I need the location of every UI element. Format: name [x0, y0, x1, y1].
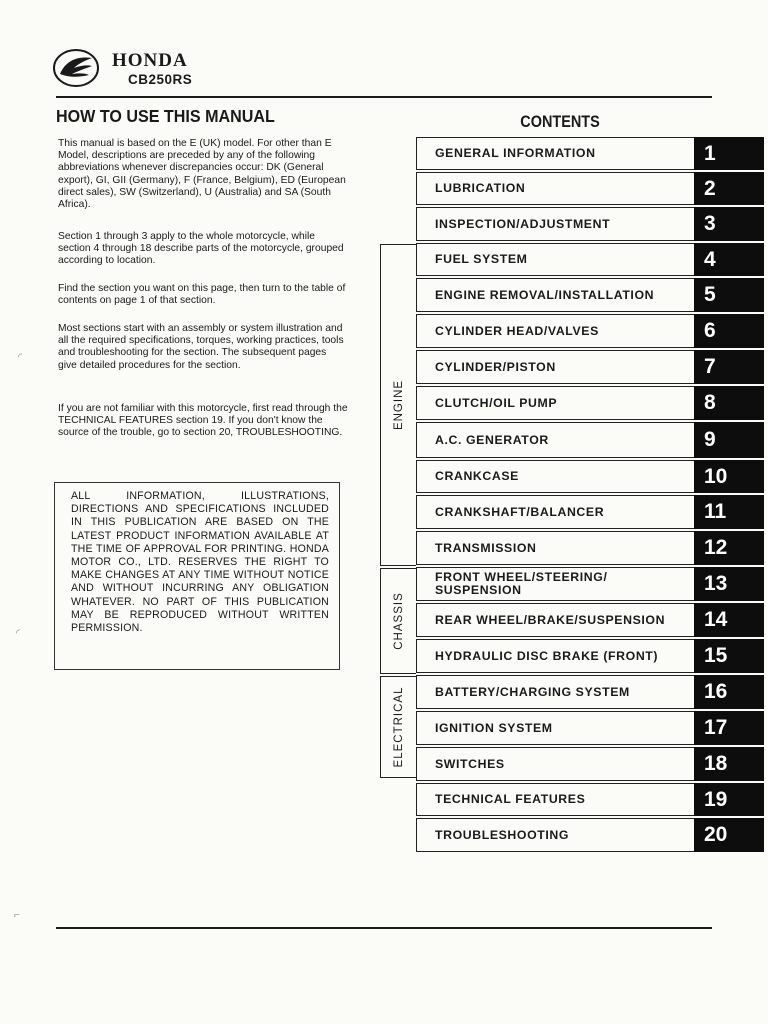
- contents-row: [416, 711, 694, 745]
- section-number-tab: [694, 137, 764, 170]
- punch-hole-mark: ◜: [16, 628, 20, 639]
- section-number: 18: [704, 752, 728, 775]
- section-label: SWITCHES: [435, 756, 505, 771]
- contents-row: [416, 460, 694, 493]
- section-number: 12: [704, 536, 728, 559]
- group-label-electrical: ELECTRICAL: [392, 686, 405, 768]
- section-number: 13: [704, 572, 728, 595]
- contents-row: [416, 172, 694, 205]
- section-number: 20: [704, 823, 728, 846]
- section-label: FUEL SYSTEM: [435, 252, 528, 266]
- section-label: TROUBLESHOOTING: [435, 827, 570, 842]
- section-label: CLUTCH/OIL PUMP: [435, 395, 558, 410]
- punch-hole-mark: ◜: [18, 352, 22, 363]
- section-number-tab: [694, 207, 764, 241]
- intro-paragraph-5: If you are not familiar with this motorcycle, first read through the TECHNICAL FEATURES section 19. If you don't know the source of the trouble, go to section 20, TROUBLESHOOTING.: [58, 403, 348, 439]
- contents-row: [416, 675, 694, 709]
- section-label: INSPECTION/ADJUSTMENT: [435, 216, 611, 231]
- brand-name: HONDA: [112, 50, 188, 71]
- contents-row: [416, 783, 694, 816]
- section-number-tab: [694, 783, 764, 816]
- intro-paragraph-3: Find the section you want on this page, then turn to the table of contents on page 1 of that section.: [58, 283, 346, 307]
- section-number: 7: [704, 355, 716, 378]
- section-number-tab: [694, 603, 764, 637]
- section-number-tab: [694, 460, 764, 493]
- section-number: 11: [704, 500, 727, 523]
- section-number: 19: [704, 787, 728, 811]
- section-number-tab: [694, 495, 764, 529]
- section-label: HYDRAULIC DISC BRAKE (FRONT): [435, 648, 659, 663]
- notice-text: ALL INFORMATION, ILLUSTRATIONS, DIRECTIONS AND SPECIFICATIONS INCLUDED IN THIS PUBLICATION ARE BASED ON THE LATEST PRODUCT INFORMATION AVAILABLE AT THE TIME OF APPROVAL FOR PRINTING. HONDA MOTOR CO., LTD. RESERVES THE RIGHT TO MAKE CHANGES AT ANY TIME WITHOUT NOTICE AND WITHOUT INCURRING ANY OBLIGATION WHATEVER. NO PART OF THIS PUBLICATION MAY BE REPRODUCED WITHOUT WRITTEN PERMISSION.: [71, 490, 329, 635]
- contents-row: [416, 495, 694, 529]
- section-label: CRANKCASE: [435, 469, 519, 483]
- section-number-tab: [694, 567, 764, 601]
- section-label: A.C. GENERATOR: [435, 432, 549, 447]
- contents-row: [416, 818, 694, 852]
- section-number: 5: [704, 283, 716, 306]
- section-number: 4: [704, 247, 716, 271]
- group-label-chassis: CHASSIS: [392, 592, 405, 650]
- group-electrical: [380, 676, 416, 778]
- section-label: CYLINDER HEAD/VALVES: [435, 323, 599, 338]
- section-number-tab: [694, 172, 764, 205]
- contents-row: [416, 567, 694, 601]
- section-label: BATTERY/CHARGING SYSTEM: [435, 684, 630, 699]
- section-number-tab: [694, 711, 764, 745]
- section-number-tab: [694, 675, 764, 709]
- intro-paragraph-1: This manual is based on the E (UK) model. For other than E Model, descriptions are preceded by any of the following abbreviations whenever discrepancies occur: DK (General export), GI, GII (Germany), F (France, Belgium), ED (European direct sales), SW (Switzerland), U (Australia) and SA (South Africa).: [58, 138, 346, 211]
- contents-row: [416, 243, 694, 276]
- section-number-tab: [694, 350, 764, 384]
- contents-row: [416, 207, 694, 241]
- contents-row: [416, 639, 694, 673]
- section-number-tab: [694, 386, 764, 420]
- section-label: IGNITION SYSTEM: [435, 720, 553, 735]
- section-number-tab: [694, 639, 764, 673]
- footer-rule: [56, 927, 712, 929]
- section-number: 14: [704, 608, 728, 631]
- section-label: CRANKSHAFT/BALANCER: [435, 504, 605, 519]
- contents-row: [416, 747, 694, 781]
- section-number: 3: [704, 212, 716, 235]
- section-label: ENGINE REMOVAL/INSTALLATION: [435, 287, 655, 302]
- section-number: 17: [704, 716, 728, 739]
- section-number-tab: [694, 243, 764, 276]
- group-label-engine: ENGINE: [392, 379, 405, 431]
- section-number: 6: [704, 319, 716, 342]
- contents-row: [416, 531, 694, 565]
- section-label: LUBRICATION: [435, 181, 526, 195]
- punch-hole-mark: ⌐: [14, 910, 20, 921]
- section-label: CYLINDER/PISTON: [435, 359, 556, 374]
- section-number: 1: [704, 141, 716, 165]
- group-engine: [380, 244, 416, 566]
- intro-paragraph-2: Section 1 through 3 apply to the whole motorcycle, while section 4 through 18 describe parts of the motorcycle, grouped according to location.: [58, 231, 344, 267]
- section-number: 10: [704, 464, 728, 488]
- section-number: 8: [704, 391, 716, 414]
- section-number: 15: [704, 644, 728, 667]
- section-label: TECHNICAL FEATURES: [435, 792, 586, 806]
- header-rule: [56, 96, 712, 98]
- section-number-tab: [694, 747, 764, 781]
- section-number-tab: [694, 531, 764, 565]
- page-title: HOW TO USE THIS MANUAL: [56, 106, 275, 126]
- contents-title: CONTENTS: [520, 112, 600, 131]
- contents-row: [416, 386, 694, 420]
- contents-row: [416, 278, 694, 312]
- contents-row: [416, 314, 694, 348]
- model-name: CB250RS: [128, 72, 193, 87]
- section-label: FRONT WHEEL/STEERING/ SUSPENSION: [435, 570, 608, 597]
- section-label: GENERAL INFORMATION: [435, 146, 596, 160]
- contents-row: [416, 422, 694, 458]
- honda-wing-icon: [52, 48, 100, 88]
- contents-row: [416, 137, 694, 170]
- notice-box: [54, 482, 340, 670]
- section-label: TRANSMISSION: [435, 540, 537, 555]
- section-number: 2: [704, 176, 716, 200]
- section-number: 9: [704, 428, 716, 451]
- section-number-tab: [694, 278, 764, 312]
- section-label: REAR WHEEL/BRAKE/SUSPENSION: [435, 612, 666, 627]
- intro-paragraph-4: Most sections start with an assembly or system illustration and all the required specifications, torques, working practices, tools and troubleshooting for the section. The subsequent pages give detailed procedures for the section.: [58, 323, 344, 371]
- contents-row: [416, 603, 694, 637]
- contents-row: [416, 350, 694, 384]
- section-number-tab: [694, 422, 764, 458]
- section-number-tab: [694, 818, 764, 852]
- section-number: 16: [704, 680, 728, 703]
- group-chassis: [380, 568, 416, 674]
- section-number-tab: [694, 314, 764, 348]
